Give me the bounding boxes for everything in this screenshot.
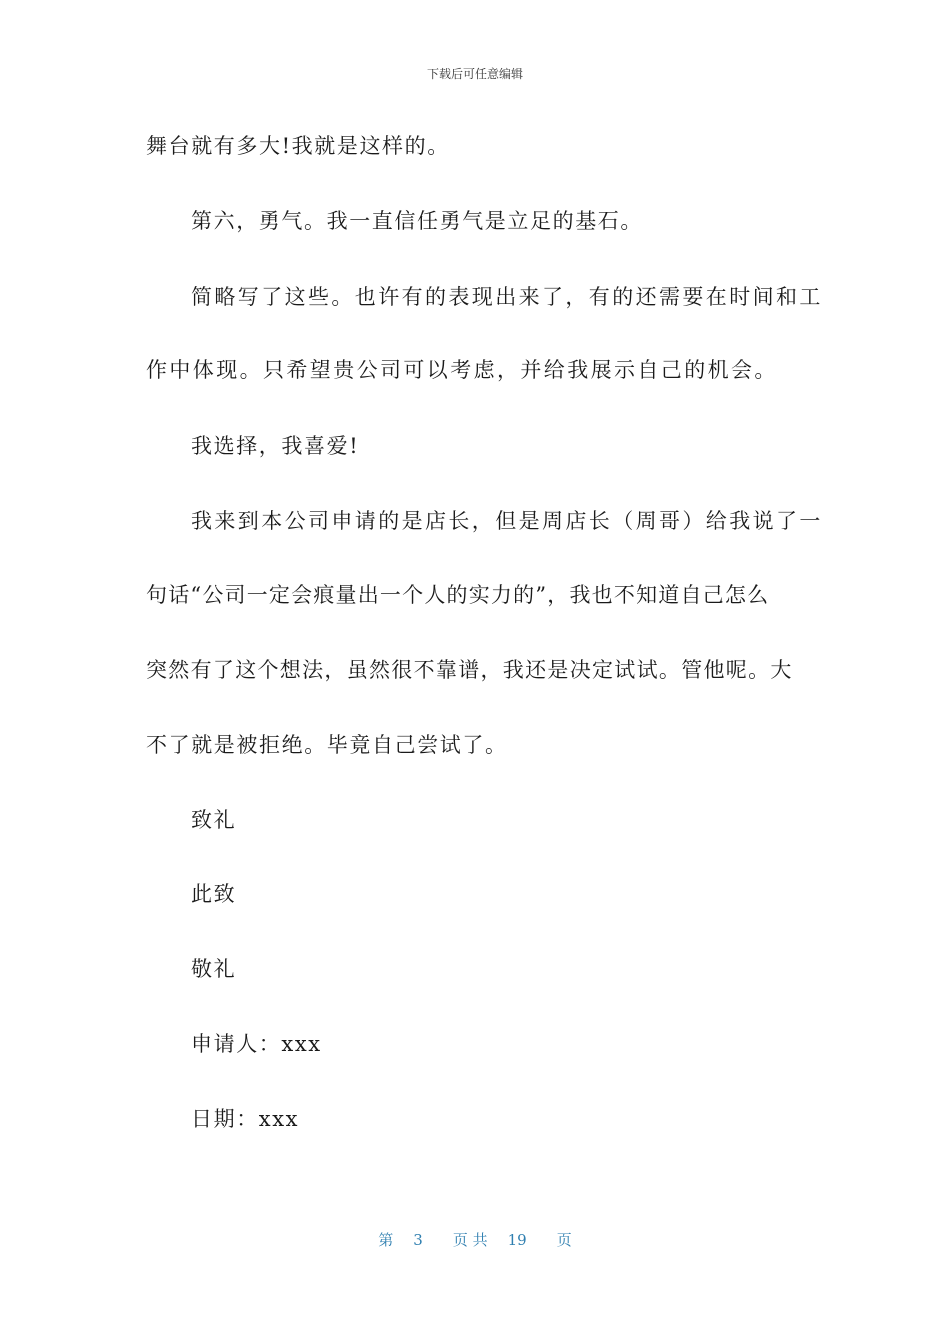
closing-line: 此致 [191,882,237,906]
paragraph-line: 作中体现。只希望贵公司可以考虑，并给我展示自己的机会。 [146,358,778,382]
paragraph-line: 第六，勇气。我一直信任勇气是立足的基石。 [191,209,643,233]
paragraph-line: 我选择，我喜爱! [191,434,360,458]
footer-prefix: 第 [378,1231,394,1249]
paragraph-line: 不了就是被拒绝。毕竟自己尝试了。 [146,733,508,757]
footer-suffix: 页 [556,1231,572,1249]
paragraph-line: 舞台就有多大!我就是这样的。 [146,134,450,158]
page-header: 下载后可任意编辑 [426,67,523,81]
closing-line: 致礼 [191,808,237,832]
paragraph-line: 简略写了这些。也许有的表现出来了，有的还需要在时间和工 [191,285,823,309]
applicant-line: 申请人：xxx [191,1032,322,1056]
date-line: 日期：xxx [191,1107,300,1131]
paragraph-line: 突然有了这个想法，虽然很不靠谱，我还是决定试试。管他呢。大 [146,658,793,682]
paragraph-line: 句话“公司一定会痕量出一个人的实力的”，我也不知道自己怎么 [146,583,770,607]
total-page-count: 19 [507,1231,527,1249]
footer-middle: 页 共 [452,1231,488,1249]
paragraph-line: 我来到本公司申请的是店长，但是周店长（周哥）给我说了一 [191,509,823,533]
page-footer [0,1230,950,1250]
closing-line: 敬礼 [191,957,237,981]
current-page-number: 3 [413,1231,423,1249]
